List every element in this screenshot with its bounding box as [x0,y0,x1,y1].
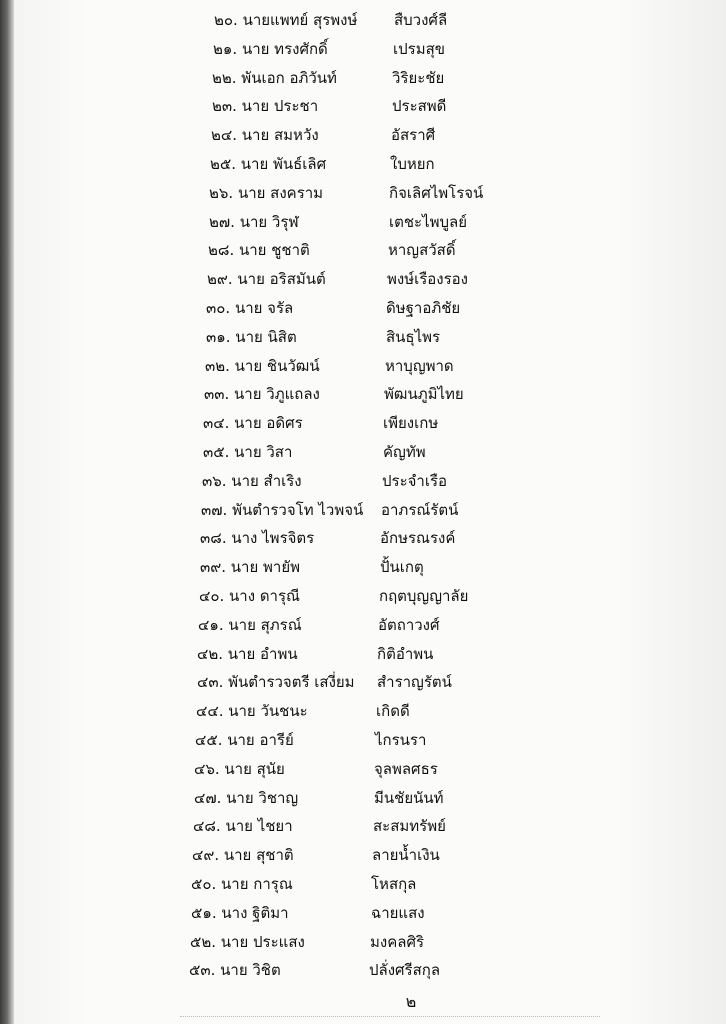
list-item [0,870,726,898]
list-item [0,726,726,754]
entry-surname: ลายน้ำเงิน [372,846,440,865]
list-item [0,380,726,408]
entry-name: ๒๘. นาย ชูชาติ [208,241,310,260]
list-item [0,352,726,380]
page-number: ๒ [405,992,417,1011]
entry-surname: อัสราศี [391,126,436,145]
entry-name: ๓๘. นาง ไพรจิตร [200,529,315,548]
entry-surname: เกิดดี [376,702,410,721]
entry-surname: อาภรณ์รัตน์ [381,500,459,519]
list-item [0,179,726,207]
entry-surname: ประจำเรือ [382,471,448,490]
entry-surname: ปั้นเกตุ [380,558,424,577]
entry-name: ๔๑. นาย สุภรณ์ [198,615,302,634]
list-item [0,467,726,495]
entry-surname: หาบุญพาด [385,356,454,375]
entry-surname: มงคลศิริ [370,932,425,951]
list-item [0,236,726,264]
list-item [0,928,726,956]
entry-surname: หาญสวัสดิ์ [388,241,456,260]
entry-name: ๕๐. นาย การุณ [191,875,293,893]
entry-surname: พัฒนภูมิไทย [384,385,464,404]
list-item [0,6,726,34]
list-item [0,409,726,437]
list-item [0,611,726,639]
list-item [0,265,726,293]
entry-name: ๔๖. นาย สุนัย [194,759,285,778]
entry-surname: จุลพลศธร [374,759,438,778]
entry-name: ๔๕. นาย อารีย์ [195,731,294,749]
list-item [0,294,726,322]
entry-name: ๔๐. นาง ดารุณี [199,587,300,605]
entry-name: ๕๑. นาง ฐิติมา [191,903,289,922]
entry-surname: สะสมทรัพย์ [373,817,446,836]
list-item [0,64,726,92]
entry-surname: กฤตบุญญาลัย [379,587,469,605]
entry-surname: ดิษฐาอภิชัย [386,299,461,317]
entry-name: ๓๔. นาย อดิศร [203,414,303,433]
list-item [0,438,726,466]
list-item [0,640,726,668]
list-item [0,784,726,812]
entry-surname: สืบวงศ์ลี [394,11,448,29]
entry-name: ๒๗. นาย วิรุฬ [209,212,299,231]
list-item [0,697,726,725]
entry-name: ๓๗. พันตำรวจโท ไวพจน์ [201,500,364,519]
entry-surname: เปรมสุข [393,39,446,58]
entry-name: ๒๙. นาย อริสมันต์ [207,270,326,289]
entry-surname: มีนชัยนันท์ [374,788,444,807]
entry-surname: ไกรนรา [375,731,427,749]
entry-surname: อัตถาวงศ์ [378,615,440,634]
entry-name: ๔๓. พันตำรวจตรี เสงี่ยม [197,673,355,692]
entry-name: ๔๔. นาย วันชนะ [196,702,308,721]
entry-surname: กิจเลิศไพโรจน์ [389,183,484,202]
list-item [0,755,726,783]
bottom-scan-artifact [180,1016,600,1021]
entry-surname: ประสพดี [392,97,447,116]
list-item [0,668,726,696]
list-item [0,841,726,869]
entry-name: ๓๐. นาย จรัล [206,299,294,317]
list-item [0,956,726,984]
entry-surname: เตชะไพบูลย์ [389,212,468,231]
list-item [0,35,726,63]
list-item [0,208,726,236]
entry-name: ๓๑. นาย นิสิต [206,327,297,346]
list-item [0,121,726,149]
list-item [0,496,726,524]
list-item [0,323,726,351]
entry-name: ๕๒. นาย ประแสง [190,932,305,951]
entry-name: ๓๒. นาย ชินวัฒน์ [205,356,320,375]
entry-name: ๓๙. นาย พายัพ [200,558,300,577]
entry-name: ๒๔. นาย สมหวัง [211,126,319,145]
list-item [0,812,726,840]
entry-surname: อักษรณรงค์ [380,529,456,548]
entry-name: ๒๓. นาย ประชา [212,97,319,116]
entry-surname: วิริยะชัย [392,68,445,87]
list-item [0,582,726,610]
entry-name: ๔๘. นาย ไชยา [193,817,293,836]
list-item [0,553,726,581]
list-item [0,524,726,552]
entry-name: ๔๗. นาย วิชาญ [194,788,299,807]
entry-surname: ฉายแสง [371,903,425,922]
entry-name: ๓๓. นาย วิภูแถลง [204,385,320,404]
list-item [0,899,726,927]
entry-surname: สำราญรัตน์ [377,673,452,692]
entry-name: ๒๑. นาย ทรงศักดิ์ [213,39,328,58]
entry-surname: ปลั่งศรีสกุล [369,961,441,980]
entry-name: ๒๕. นาย พันธ์เลิศ [210,155,327,173]
entry-surname: กิติอำพน [377,644,434,663]
entry-surname: สินธุไพร [386,327,441,346]
entry-surname: คัญทัพ [383,443,426,461]
entry-name: ๓๖. นาย สำเริง [202,471,302,490]
entry-surname: เพียงเกษ [383,414,439,433]
entry-name: ๒๒. พันเอก อภิวันท์ [212,68,337,87]
entry-name: ๒๖. นาย สงคราม [209,183,324,202]
list-item [0,92,726,120]
entry-name: ๓๕. นาย วิสา [203,443,293,461]
entry-surname: พงษ์เรืองรอง [387,270,469,289]
entry-name: ๔๒. นาย อำพน [197,644,298,663]
entry-surname: โหสกุล [371,875,417,893]
entry-surname: ใบหยก [390,155,435,173]
entry-name: ๕๓. นาย วิชิต [189,961,281,980]
entry-name: ๒๐. นายแพทย์ สุรพงษ์ [214,11,358,29]
entry-name: ๔๙. นาย สุชาติ [192,846,294,865]
list-item [0,150,726,178]
